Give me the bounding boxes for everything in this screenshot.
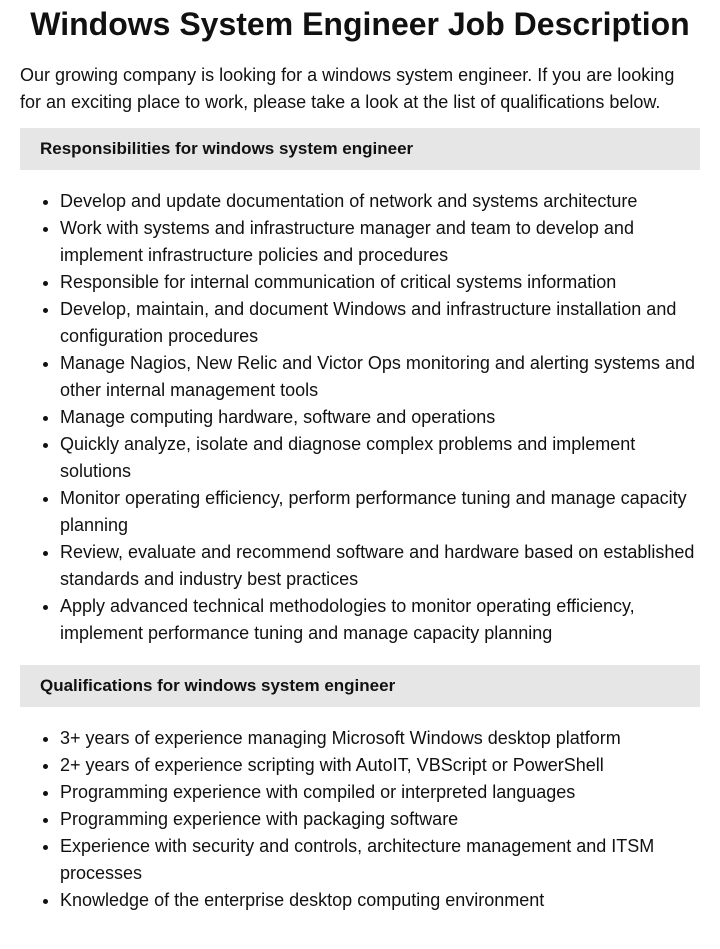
list-item: • Programming experience with packaging software <box>60 806 700 833</box>
list-item: • Monitor operating efficiency, perform performance tuning and manage capacity planning <box>60 485 700 539</box>
qualifications-list <box>20 725 700 914</box>
page-title: Windows System Engineer Job Description <box>30 6 690 42</box>
list-item: • Knowledge of the enterprise desktop computing environment <box>60 887 700 914</box>
list-item: • Programming experience with compiled or interpreted languages <box>60 779 700 806</box>
list-item: • Manage Nagios, New Relic and Victor Ops monitoring and alerting systems and other internal management tools <box>60 350 700 404</box>
list-item: • Responsible for internal communication of critical systems information <box>60 269 700 296</box>
list-item: • 2+ years of experience scripting with AutoIT, VBScript or PowerShell <box>60 752 700 779</box>
list-item: • Manage computing hardware, software and operations <box>60 404 700 431</box>
list-item: • Experience with security and controls, architecture management and ITSM processes <box>60 833 700 887</box>
list-item: • Develop, maintain, and document Windows and infrastructure installation and configuration procedures <box>60 296 700 350</box>
list-item: • Apply advanced technical methodologies to monitor operating efficiency, implement performance tuning and manage capacity planning <box>60 593 700 647</box>
list-item: • Review, evaluate and recommend software and hardware based on established standards and industry best practices <box>60 539 700 593</box>
qualifications-heading: Qualifications for windows system engineer <box>20 665 700 707</box>
intro-text: Our growing company is looking for a windows system engineer. If you are looking for an exciting place to work, please take a look at the list of qualifications below. <box>20 65 675 112</box>
responsibilities-heading: Responsibilities for windows system engineer <box>20 128 700 170</box>
list-item: • Work with systems and infrastructure manager and team to develop and implement infrastructure policies and procedures <box>60 215 700 269</box>
list-item: • Quickly analyze, isolate and diagnose complex problems and implement solutions <box>60 431 700 485</box>
responsibilities-list <box>20 188 700 647</box>
list-item: • 3+ years of experience managing Microsoft Windows desktop platform <box>60 725 700 752</box>
list-item: • Develop and update documentation of network and systems architecture <box>60 188 700 215</box>
